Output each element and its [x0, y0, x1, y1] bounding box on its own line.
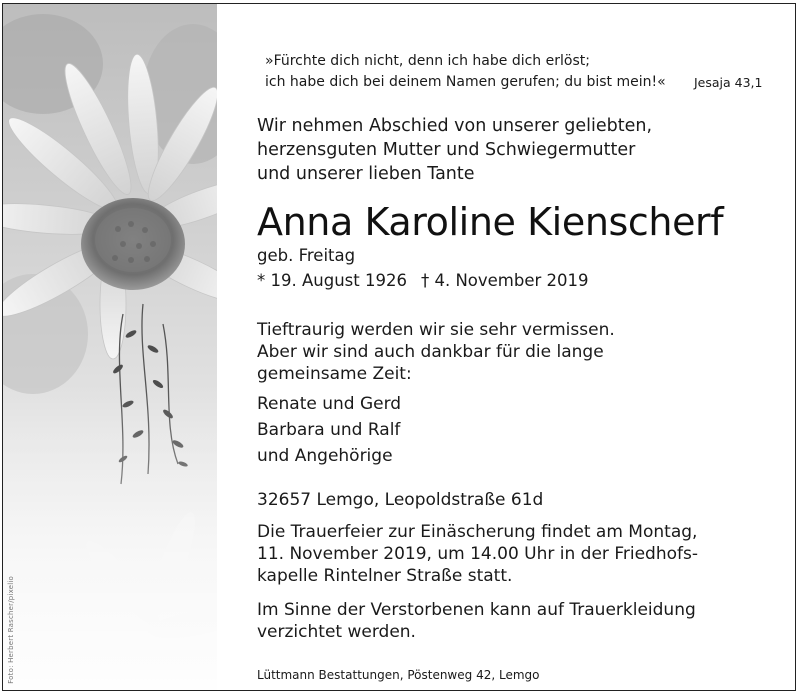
- mourner: Barbara und Ralf: [257, 420, 401, 440]
- attire-line: Im Sinne der Verstorbenen kann auf Trauerkleidung: [257, 600, 696, 620]
- grief-line: Aber wir sind auch dankbar für die lange: [257, 342, 604, 362]
- bible-quote: [265, 51, 705, 93]
- intro-text: [257, 114, 652, 186]
- quote-line: ich habe dich bei deinem Namen gerufen; du bist mein!«: [265, 74, 666, 90]
- mourner: und Angehörige: [257, 446, 393, 466]
- service-line: Die Trauerfeier zur Einäscherung findet am Montag,: [257, 522, 698, 542]
- service-line: 11. November 2019, um 14.00 Uhr in der Friedhofs-: [257, 544, 698, 564]
- deceased-name: Anna Karoline Kienscherf: [257, 200, 724, 244]
- service-line: kapelle Rintelner Straße statt.: [257, 566, 513, 586]
- life-dates: [257, 270, 589, 292]
- funeral-home: Lüttmann Bestattungen, Pöstenweg 42, Lemgo: [257, 668, 540, 682]
- intro-line: herzensguten Mutter und Schwiegermutter: [257, 140, 636, 160]
- birth-date: * 19. August 1926: [257, 271, 407, 290]
- intro-line: und unserer lieben Tante: [257, 164, 475, 184]
- grief-line: Tieftraurig werden wir sie sehr vermissen.: [257, 320, 615, 340]
- grief-line: gemeinsame Zeit:: [257, 364, 412, 384]
- service-info: [257, 521, 698, 587]
- mourners-list: [257, 391, 401, 469]
- daisy-illustration: [3, 4, 217, 690]
- daisy-photo: [3, 4, 217, 690]
- quote-reference: Jesaja 43,1: [694, 75, 763, 90]
- attire-note: [257, 599, 696, 643]
- grief-text: [257, 319, 615, 385]
- intro-line: Wir nehmen Abschied von unserer geliebten,: [257, 116, 653, 136]
- photo-credit: Foto: Herbert Rascher/pixelio: [7, 576, 15, 684]
- birth-name: geb. Freitag: [257, 246, 356, 265]
- mourner: Renate und Gerd: [257, 394, 402, 414]
- obituary-notice: [2, 3, 796, 691]
- quote-line: »Fürchte dich nicht, denn ich habe dich erlöst;: [265, 53, 590, 69]
- attire-line: verzichtet werden.: [257, 622, 416, 642]
- death-date: † 4. November 2019: [420, 271, 589, 290]
- address: 32657 Lemgo, Leopoldstraße 61d: [257, 490, 544, 510]
